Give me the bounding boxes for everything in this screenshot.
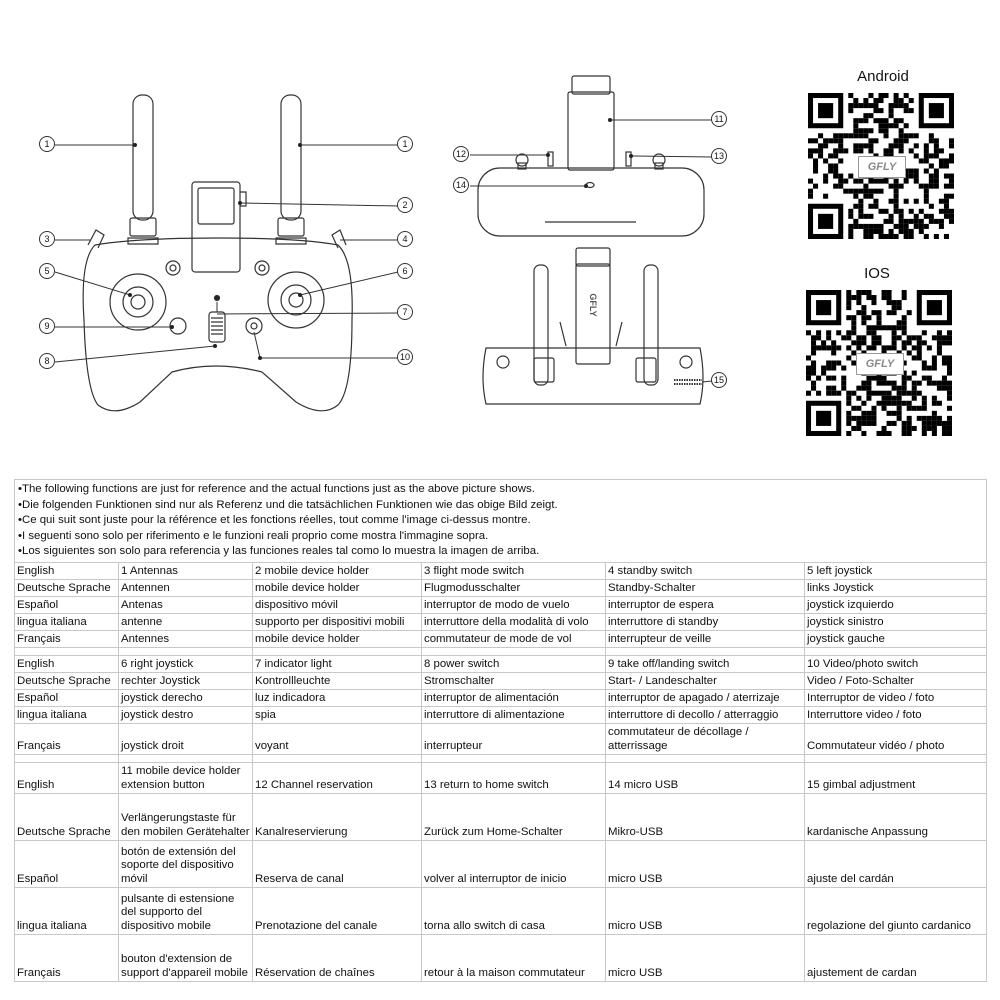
table-row: [15, 762, 987, 793]
function-cell: 9 take off/landing switch: [606, 655, 805, 672]
callout-7: 7: [397, 304, 413, 320]
language-cell: lingua italiana: [15, 613, 119, 630]
separator-cell: [119, 647, 253, 655]
function-cell: Zurück zum Home-Schalter: [422, 793, 606, 840]
table-row: [15, 672, 987, 689]
separator-cell: [422, 754, 606, 762]
note-italian: •I seguenti sono solo per riferimento e le funzioni reali proprio come mostra l'immagine sopra.: [18, 529, 489, 542]
note-german: •Die folgenden Funktionen sind nur als Referenz und die tatsächlichen Funktionen wie das obige Bild zeigt.: [18, 498, 558, 511]
separator-cell: [422, 647, 606, 655]
language-cell: English: [15, 655, 119, 672]
callout-13: 13: [711, 148, 727, 164]
table-row: [15, 579, 987, 596]
function-cell: pulsante di estensione del supporto del dispositivo mobile: [119, 887, 253, 934]
table-row: [15, 655, 987, 672]
table-row: [15, 562, 987, 579]
function-cell: 1 Antennas: [119, 562, 253, 579]
function-cell: 4 standby switch: [606, 562, 805, 579]
callout-3: 3: [39, 231, 55, 247]
table-row: [15, 613, 987, 630]
table-row: [15, 793, 987, 840]
table-row: [15, 934, 987, 981]
separator-cell: [606, 754, 805, 762]
function-cell: volver al interruptor de inicio: [422, 840, 606, 887]
language-cell: English: [15, 562, 119, 579]
callout-1-left: 1: [39, 136, 55, 152]
callout-9: 9: [39, 318, 55, 334]
callout-15: 15: [711, 372, 727, 388]
function-cell: bouton d'extension de support d'appareil mobile: [119, 934, 253, 981]
function-cell: 14 micro USB: [606, 762, 805, 793]
function-cell: interruptor de alimentación: [422, 689, 606, 706]
function-cell: joystick sinistro: [805, 613, 987, 630]
ios-qr-code: [806, 290, 952, 436]
function-cell: joystick destro: [119, 706, 253, 723]
note-english: •The following functions are just for reference and the actual functions just as the above picture shows.: [18, 483, 535, 495]
ios-qr-logo: GFLY: [856, 353, 904, 375]
function-cell: 3 flight mode switch: [422, 562, 606, 579]
callout-2: 2: [397, 197, 413, 213]
function-cell: Antennes: [119, 630, 253, 647]
notes-row: [15, 480, 987, 563]
table-row: [15, 596, 987, 613]
function-cell: interruptor de apagado / aterrizaje: [606, 689, 805, 706]
controller-back-view: [483, 248, 703, 404]
function-cell: Kanalreservierung: [253, 793, 422, 840]
function-cell: Standby-Schalter: [606, 579, 805, 596]
function-cell: 6 right joystick: [119, 655, 253, 672]
language-cell: Español: [15, 689, 119, 706]
language-cell: Español: [15, 840, 119, 887]
function-cell: 7 indicator light: [253, 655, 422, 672]
function-cell: micro USB: [606, 934, 805, 981]
table-row: [15, 840, 987, 887]
function-cell: Reserva de canal: [253, 840, 422, 887]
function-cell: interruttore di standby: [606, 613, 805, 630]
function-cell: supporto per dispositivi mobili: [253, 613, 422, 630]
controller-diagram-area: [0, 0, 1000, 470]
function-cell: Mikro-USB: [606, 793, 805, 840]
block-separator-row: [15, 754, 987, 762]
separator-cell: [606, 647, 805, 655]
function-cell: Réservation de chaînes: [253, 934, 422, 981]
function-cell: Flugmodusschalter: [422, 579, 606, 596]
callout-12: 12: [453, 146, 469, 162]
function-cell: joystick droit: [119, 723, 253, 754]
language-cell: Français: [15, 723, 119, 754]
function-cell: interruptor de modo de vuelo: [422, 596, 606, 613]
function-cell: links Joystick: [805, 579, 987, 596]
function-cell: Verlängerungstaste für den mobilen Gerätehalter: [119, 793, 253, 840]
function-cell: regolazione del giunto cardanico: [805, 887, 987, 934]
left-antenna: [133, 95, 153, 220]
language-cell: Deutsche Sprache: [15, 793, 119, 840]
language-cell: lingua italiana: [15, 887, 119, 934]
language-cell: Français: [15, 934, 119, 981]
function-cell: 2 mobile device holder: [253, 562, 422, 579]
table-row: [15, 689, 987, 706]
function-cell: Video / Foto-Schalter: [805, 672, 987, 689]
function-cell: commutateur de mode de vol: [422, 630, 606, 647]
callout-11: 11: [711, 111, 727, 127]
power-switch: [209, 312, 225, 342]
function-cell: retour à la maison commutateur: [422, 934, 606, 981]
language-cell: English: [15, 762, 119, 793]
function-cell: 15 gimbal adjustment: [805, 762, 987, 793]
callout-5: 5: [39, 263, 55, 279]
callout-8: 8: [39, 353, 55, 369]
android-qr-code: [808, 93, 954, 239]
table-row: [15, 706, 987, 723]
function-cell: mobile device holder: [253, 630, 422, 647]
function-cell: voyant: [253, 723, 422, 754]
function-cell: Interruttore video / foto: [805, 706, 987, 723]
language-cell: Français: [15, 630, 119, 647]
language-cell: lingua italiana: [15, 706, 119, 723]
function-cell: ajustement de cardan: [805, 934, 987, 981]
callout-10: 10: [397, 349, 413, 365]
function-cell: rechter Joystick: [119, 672, 253, 689]
function-cell: 10 Video/photo switch: [805, 655, 987, 672]
right-joystick: [268, 272, 324, 328]
function-cell: interrupteur: [422, 723, 606, 754]
function-cell: dispositivo móvil: [253, 596, 422, 613]
function-cell: micro USB: [606, 887, 805, 934]
mobile-device-holder: [192, 182, 240, 272]
function-cell: 8 power switch: [422, 655, 606, 672]
note-french: •Ce qui suit sont juste pour la référence et les fonctions réelles, tout comme l'image ci-dessus montre.: [18, 514, 531, 526]
function-cell: mobile device holder: [253, 579, 422, 596]
android-qr-logo: GFLY: [858, 156, 906, 178]
note-spanish: •Los siguientes son solo para referencia y las funciones reales tal como lo muestra la imagen de arriba.: [18, 545, 540, 557]
function-cell: 5 left joystick: [805, 562, 987, 579]
function-cell: 11 mobile device holder extension button: [119, 762, 253, 793]
function-cell: joystick izquierdo: [805, 596, 987, 613]
function-cell: Start- / Landeschalter: [606, 672, 805, 689]
function-cell: Commutateur vidéo / photo: [805, 723, 987, 754]
left-joystick: [110, 274, 166, 330]
language-cell: Deutsche Sprache: [15, 579, 119, 596]
notes-cell: [15, 480, 987, 563]
function-cell: interruttore di alimentazione: [422, 706, 606, 723]
separator-cell: [15, 754, 119, 762]
function-cell: interrupteur de veille: [606, 630, 805, 647]
function-cell: Kontrollleuchte: [253, 672, 422, 689]
block-separator-row: [15, 647, 987, 655]
callout-4: 4: [397, 231, 413, 247]
separator-cell: [805, 754, 987, 762]
function-cell: luz indicadora: [253, 689, 422, 706]
function-cell: Prenotazione del canale: [253, 887, 422, 934]
callout-6: 6: [397, 263, 413, 279]
language-cell: Deutsche Sprache: [15, 672, 119, 689]
function-cell: joystick gauche: [805, 630, 987, 647]
function-cell: Interruptor de video / foto: [805, 689, 987, 706]
separator-cell: [253, 754, 422, 762]
function-cell: 13 return to home switch: [422, 762, 606, 793]
holder-logo: GFLY: [588, 293, 598, 317]
android-qr-label: Android: [857, 68, 909, 85]
function-cell: joystick derecho: [119, 689, 253, 706]
separator-cell: [805, 647, 987, 655]
function-cell: torna allo switch di casa: [422, 887, 606, 934]
function-cell: Stromschalter: [422, 672, 606, 689]
function-cell: interruttore della modalità di volo: [422, 613, 606, 630]
table-row: [15, 723, 987, 754]
separator-cell: [119, 754, 253, 762]
callout-1-right: 1: [397, 136, 413, 152]
function-cell: 12 Channel reservation: [253, 762, 422, 793]
right-antenna: [281, 95, 301, 220]
table-row: [15, 887, 987, 934]
controller-front-view: [83, 95, 352, 411]
front-callout-leaders: [55, 145, 398, 362]
ios-qr-label: IOS: [864, 265, 890, 282]
function-table: [14, 479, 987, 982]
callout-14: 14: [453, 177, 469, 193]
separator-cell: [253, 647, 422, 655]
controller-body: [83, 238, 352, 411]
function-cell: botón de extensión del soporte del dispositivo móvil: [119, 840, 253, 887]
separator-cell: [15, 647, 119, 655]
function-cell: Antenas: [119, 596, 253, 613]
function-cell: spia: [253, 706, 422, 723]
function-cell: micro USB: [606, 840, 805, 887]
function-cell: ajuste del cardán: [805, 840, 987, 887]
language-cell: Español: [15, 596, 119, 613]
function-cell: antenne: [119, 613, 253, 630]
function-cell: interruttore di decollo / atterraggio: [606, 706, 805, 723]
function-cell: interruptor de espera: [606, 596, 805, 613]
function-cell: Antennen: [119, 579, 253, 596]
function-cell: kardanische Anpassung: [805, 793, 987, 840]
function-cell: commutateur de décollage / atterrissage: [606, 723, 805, 754]
table-row: [15, 630, 987, 647]
